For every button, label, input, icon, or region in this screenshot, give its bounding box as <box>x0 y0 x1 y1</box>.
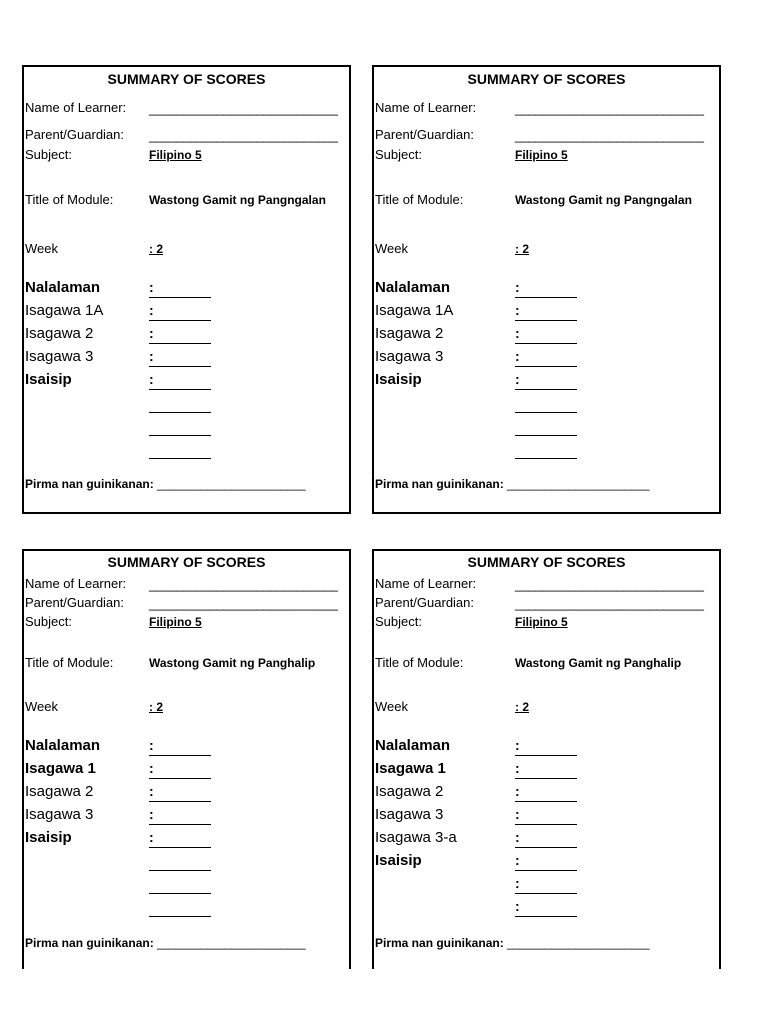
score-input[interactable] <box>149 418 211 436</box>
signature-blank[interactable]: ________________________ <box>157 936 306 950</box>
score-label: Nalalaman <box>25 737 101 754</box>
score-input[interactable] <box>149 899 211 917</box>
score-label: Isagawa 3 <box>375 806 444 823</box>
subject-label: Subject: <box>25 147 72 162</box>
subject-value: Filipino 5 <box>515 148 568 162</box>
parent-guardian-label: Parent/Guardian: <box>25 595 125 610</box>
subject-label: Subject: <box>375 614 422 629</box>
subject-value: Filipino 5 <box>149 148 202 162</box>
score-input[interactable]: : <box>149 830 211 848</box>
signature-row <box>375 936 649 950</box>
name-of-learner-label: Name of Learner: <box>25 100 127 115</box>
week-value: : 2 <box>515 242 530 256</box>
week-label: Week <box>25 241 58 256</box>
subject-label: Subject: <box>25 614 72 629</box>
card-title: SUMMARY OF SCORES <box>467 71 626 87</box>
module-title-value: Wastong Gamit ng Panghalip <box>149 656 316 670</box>
score-input[interactable]: : <box>515 738 577 756</box>
name-of-learner-blank[interactable]: ____________________________ <box>149 577 338 592</box>
score-input[interactable]: : <box>515 761 577 779</box>
signature-blank[interactable]: _______________________ <box>507 477 650 491</box>
score-card <box>372 65 721 514</box>
signature-label: Pirma nan guinikanan: <box>25 477 158 491</box>
name-of-learner-blank[interactable]: ____________________________ <box>515 101 704 116</box>
parent-guardian-label: Parent/Guardian: <box>375 127 475 142</box>
signature-row <box>375 477 649 491</box>
module-title-value: Wastong Gamit ng Panghalip <box>515 656 682 670</box>
score-input[interactable]: : <box>515 349 577 367</box>
score-label: Isagawa 1 <box>25 760 96 777</box>
title-of-module-label: Title of Module: <box>25 655 114 670</box>
score-label: Isagawa 1A <box>375 302 454 319</box>
score-input[interactable] <box>149 395 211 413</box>
score-input[interactable]: : <box>149 326 211 344</box>
name-of-learner-blank[interactable]: ____________________________ <box>515 577 704 592</box>
score-input[interactable]: : <box>149 280 211 298</box>
parent-guardian-blank[interactable]: ____________________________ <box>515 596 704 611</box>
card-title: SUMMARY OF SCORES <box>107 554 266 570</box>
score-label: Isagawa 2 <box>25 783 94 800</box>
score-label: Isaisip <box>375 371 422 388</box>
score-card <box>22 549 351 969</box>
score-input[interactable]: : <box>149 738 211 756</box>
score-label: Isagawa 1A <box>25 302 104 319</box>
score-label: Isagawa 2 <box>25 325 94 342</box>
module-title-value: Wastong Gamit ng Pangngalan <box>149 193 326 207</box>
week-label: Week <box>375 241 408 256</box>
signature-row <box>25 936 305 950</box>
score-input[interactable]: : <box>515 807 577 825</box>
title-of-module-label: Title of Module: <box>375 655 464 670</box>
score-input[interactable]: : <box>515 876 577 894</box>
score-label: Nalalaman <box>25 279 101 296</box>
week-value: : 2 <box>149 242 164 256</box>
week-value: : 2 <box>149 700 164 714</box>
score-label: Isagawa 3-a <box>375 829 457 846</box>
score-input[interactable] <box>515 418 577 436</box>
score-input[interactable]: : <box>149 761 211 779</box>
score-input[interactable]: : <box>515 280 577 298</box>
signature-blank[interactable]: _______________________ <box>507 936 650 950</box>
week-value: : 2 <box>515 700 530 714</box>
name-of-learner-label: Name of Learner: <box>375 100 477 115</box>
name-of-learner-blank[interactable]: ____________________________ <box>149 101 338 116</box>
score-input[interactable]: : <box>149 349 211 367</box>
score-label: Isaisip <box>25 371 72 388</box>
score-input[interactable]: : <box>149 807 211 825</box>
score-input[interactable] <box>149 853 211 871</box>
subject-label: Subject: <box>375 147 422 162</box>
score-input[interactable]: : <box>515 303 577 321</box>
module-title-value: Wastong Gamit ng Pangngalan <box>515 193 692 207</box>
name-of-learner-label: Name of Learner: <box>375 576 477 591</box>
score-input[interactable]: : <box>515 326 577 344</box>
score-label: Isagawa 3 <box>25 806 94 823</box>
score-input[interactable]: : <box>149 372 211 390</box>
subject-value: Filipino 5 <box>515 615 568 629</box>
signature-label: Pirma nan guinikanan: <box>375 936 508 950</box>
title-of-module-label: Title of Module: <box>375 192 464 207</box>
score-card <box>22 65 351 514</box>
week-label: Week <box>25 699 58 714</box>
parent-guardian-blank[interactable]: ____________________________ <box>149 128 338 143</box>
parent-guardian-label: Parent/Guardian: <box>25 127 125 142</box>
parent-guardian-blank[interactable]: ____________________________ <box>149 596 338 611</box>
score-input[interactable]: : <box>515 784 577 802</box>
score-input[interactable]: : <box>515 853 577 871</box>
score-input[interactable]: : <box>515 372 577 390</box>
score-input[interactable] <box>515 395 577 413</box>
week-label: Week <box>375 699 408 714</box>
signature-blank[interactable]: ________________________ <box>157 477 306 491</box>
subject-value: Filipino 5 <box>149 615 202 629</box>
score-input[interactable]: : <box>149 784 211 802</box>
score-label: Isagawa 3 <box>25 348 94 365</box>
score-card <box>372 549 721 969</box>
score-label: Isagawa 2 <box>375 325 444 342</box>
score-label: Isagawa 2 <box>375 783 444 800</box>
title-of-module-label: Title of Module: <box>25 192 114 207</box>
score-input[interactable] <box>515 441 577 459</box>
name-of-learner-label: Name of Learner: <box>25 576 127 591</box>
score-label: Isaisip <box>375 852 422 869</box>
signature-label: Pirma nan guinikanan: <box>25 936 158 950</box>
signature-row <box>25 477 305 491</box>
score-label: Isagawa 3 <box>375 348 444 365</box>
score-label: Nalalaman <box>375 279 451 296</box>
card-title: SUMMARY OF SCORES <box>467 554 626 570</box>
score-label: Nalalaman <box>375 737 451 754</box>
score-input[interactable] <box>149 441 211 459</box>
parent-guardian-label: Parent/Guardian: <box>375 595 475 610</box>
score-input[interactable]: : <box>515 830 577 848</box>
parent-guardian-blank[interactable]: ____________________________ <box>515 128 704 143</box>
signature-label: Pirma nan guinikanan: <box>375 477 508 491</box>
score-input[interactable] <box>149 876 211 894</box>
card-title: SUMMARY OF SCORES <box>107 71 266 87</box>
score-label: Isagawa 1 <box>375 760 446 777</box>
score-label: Isaisip <box>25 829 72 846</box>
score-input[interactable]: : <box>149 303 211 321</box>
score-input[interactable]: : <box>515 899 577 917</box>
